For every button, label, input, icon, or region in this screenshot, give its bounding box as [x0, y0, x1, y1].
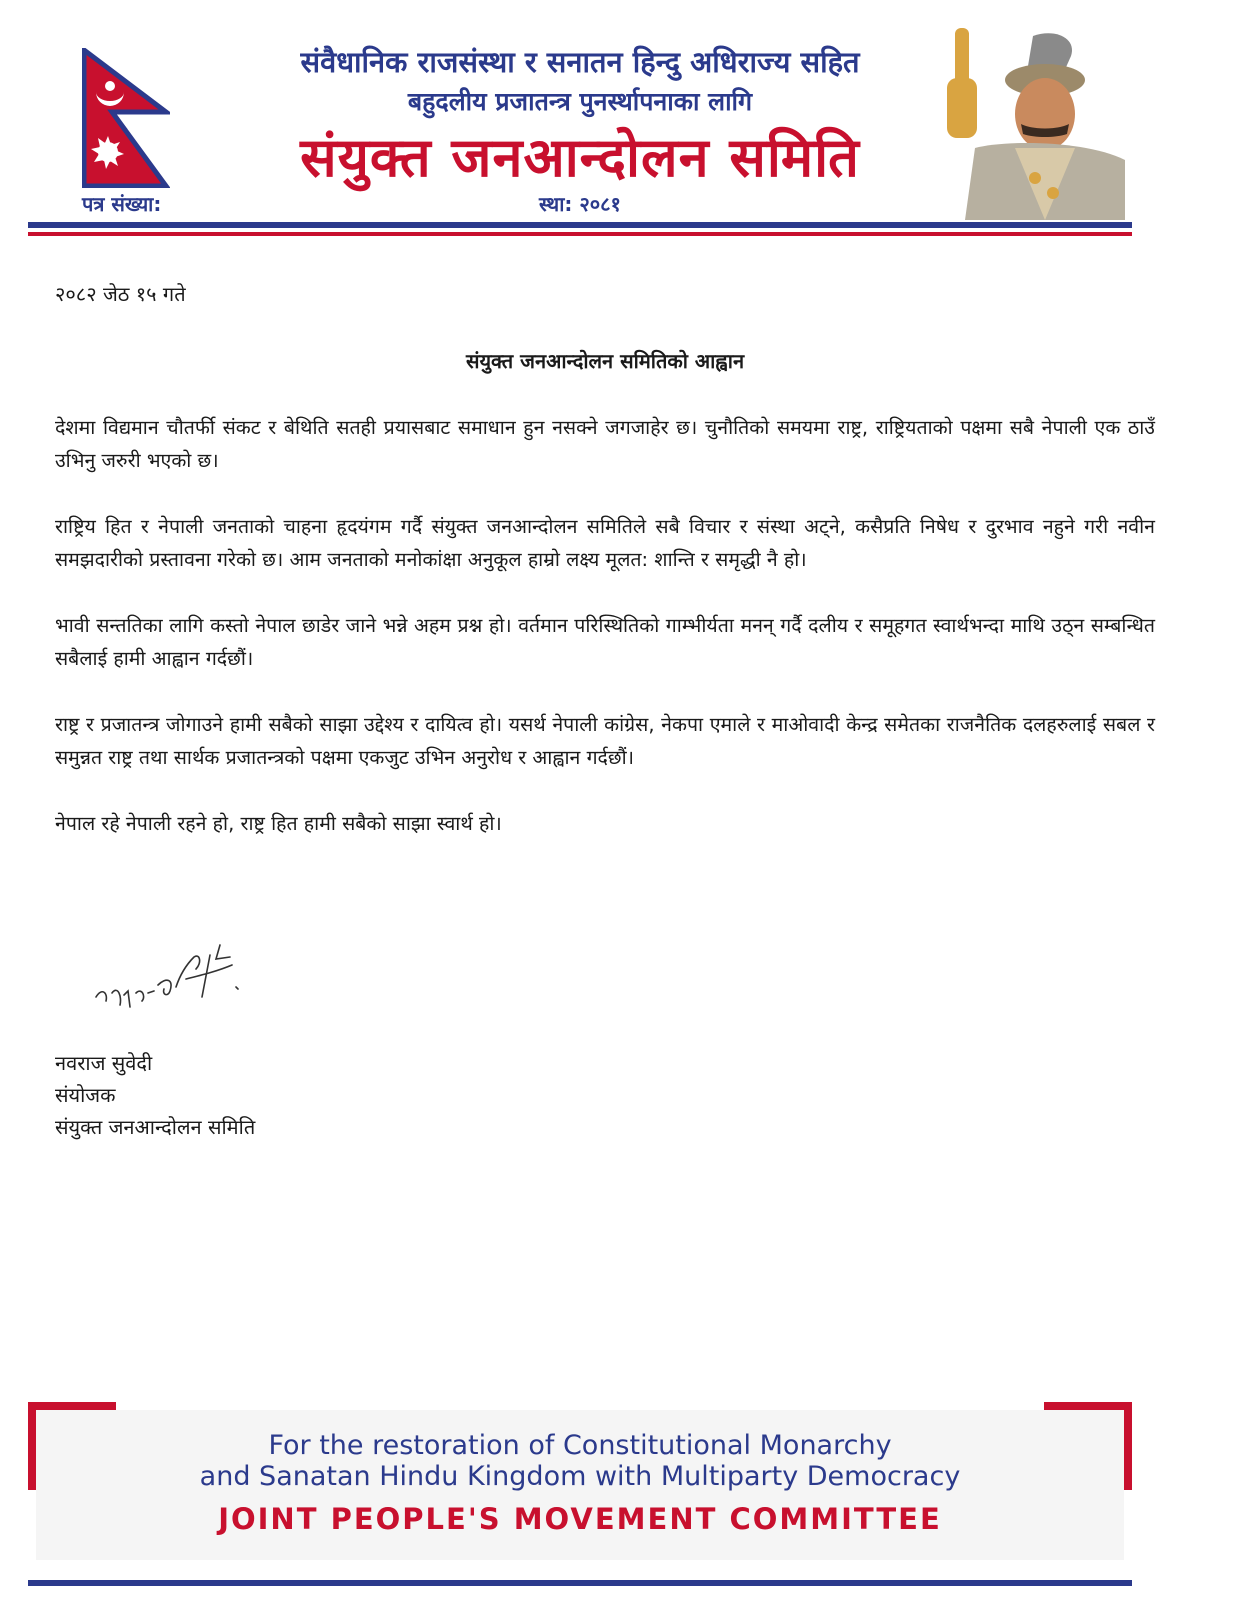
- committee-name-heading: संयुक्त जनआन्दोलन समिति: [300, 126, 860, 189]
- letter-title: संयुक्त जनआन्दोलन समितिको आह्वान: [465, 349, 745, 373]
- signer-name: नवराज सुवेदी: [55, 1051, 153, 1075]
- footer-line-1: For the restoration of Constitutional Monarchy: [268, 1430, 892, 1461]
- letter-body: [55, 270, 1155, 840]
- paragraph: देशमा विद्यमान चौतर्फी संकट र बेथिति सतही प्रयासबाट समाधान हुन नसक्ने जगजाहेर छ। चुनौतिको समयमा राष्ट्र, राष्ट्रियताको पक्षमा सबै नेपाली एक ठाउँ उभिनु जरुरी भएको छ।: [55, 416, 1155, 472]
- signatory-block: [55, 1047, 255, 1143]
- paragraph: नेपाल रहे नेपाली रहने हो, राष्ट्र हित हामी सबैको साझा स्वार्थ हो।: [55, 812, 502, 835]
- paragraph: राष्ट्रिय हित र नेपाली जनताको चाहना हृदयंगम गर्दै संयुक्त जनआन्दोलन समितिले सबै विचार र संस्था अट्ने, कसैप्रति निषेध र दुरभाव नहुने गरी नवीन समझदारीको प्रस्तावना गरेको छ। आम जनताको मनोकांक्षा अनुकूल हाम्रो लक्ष्य मूलत: शान्ति र समृद्धी नै हो।: [55, 515, 1155, 571]
- letter-date: २०८२ जेठ १५ गते: [55, 282, 186, 306]
- letter-footer: [28, 1402, 1132, 1600]
- header-rule-blue: [28, 222, 1132, 228]
- established-year: स्था: २०८१: [539, 192, 621, 216]
- reference-number-label: पत्र संख्या:: [82, 192, 162, 216]
- signer-role: संयोजक: [55, 1083, 116, 1107]
- paragraph: राष्ट्र र प्रजातन्त्र जोगाउने हामी सबैको साझा उद्देश्य र दायित्व हो। यसर्थ नेपाली कांग्रेस, नेकपा एमाले र माओवादी केन्द्र समेतका राजनैतिक दलहरुलाई सबल र समुन्नत राष्ट्र तथा सार्थक प्रजातन्त्रको पक्षमा एकजुट उभिन अनुरोध र आह्वान गर्दछौं।: [55, 713, 1155, 769]
- header-rule-red: [28, 232, 1132, 236]
- letterhead: [0, 0, 1236, 250]
- footer-line-2: and Sanatan Hindu Kingdom with Multiparty Democracy: [199, 1461, 961, 1492]
- header-line-1: संवैधानिक राजसंस्था र सनातन हिन्दु अधिराज्य सहित: [300, 45, 860, 79]
- king-portrait-icon: [935, 28, 1130, 220]
- handwritten-signature-icon: [90, 935, 250, 1025]
- footer-committee-name: JOINT PEOPLE'S MOVEMENT COMMITTEE: [218, 1502, 942, 1536]
- nepal-flag-icon: [82, 48, 170, 188]
- header-line-2: बहुदलीय प्रजातन्त्र पुनर्स्थापनाका लागि: [407, 87, 753, 116]
- footer-rule-blue: [28, 1580, 1132, 1586]
- paragraph: भावी सन्ततिका लागि कस्तो नेपाल छाडेर जाने भन्ने अहम प्रश्न हो। वर्तमान परिस्थितिको गाम्भीर्यता मनन् गर्दै दलीय र समूहगत स्वार्थभन्दा माथि उठ्न सम्बन्धित सबैलाई हामी आह्वान गर्दछौं।: [55, 614, 1155, 670]
- signer-organization: संयुक्त जनआन्दोलन समिति: [55, 1115, 256, 1139]
